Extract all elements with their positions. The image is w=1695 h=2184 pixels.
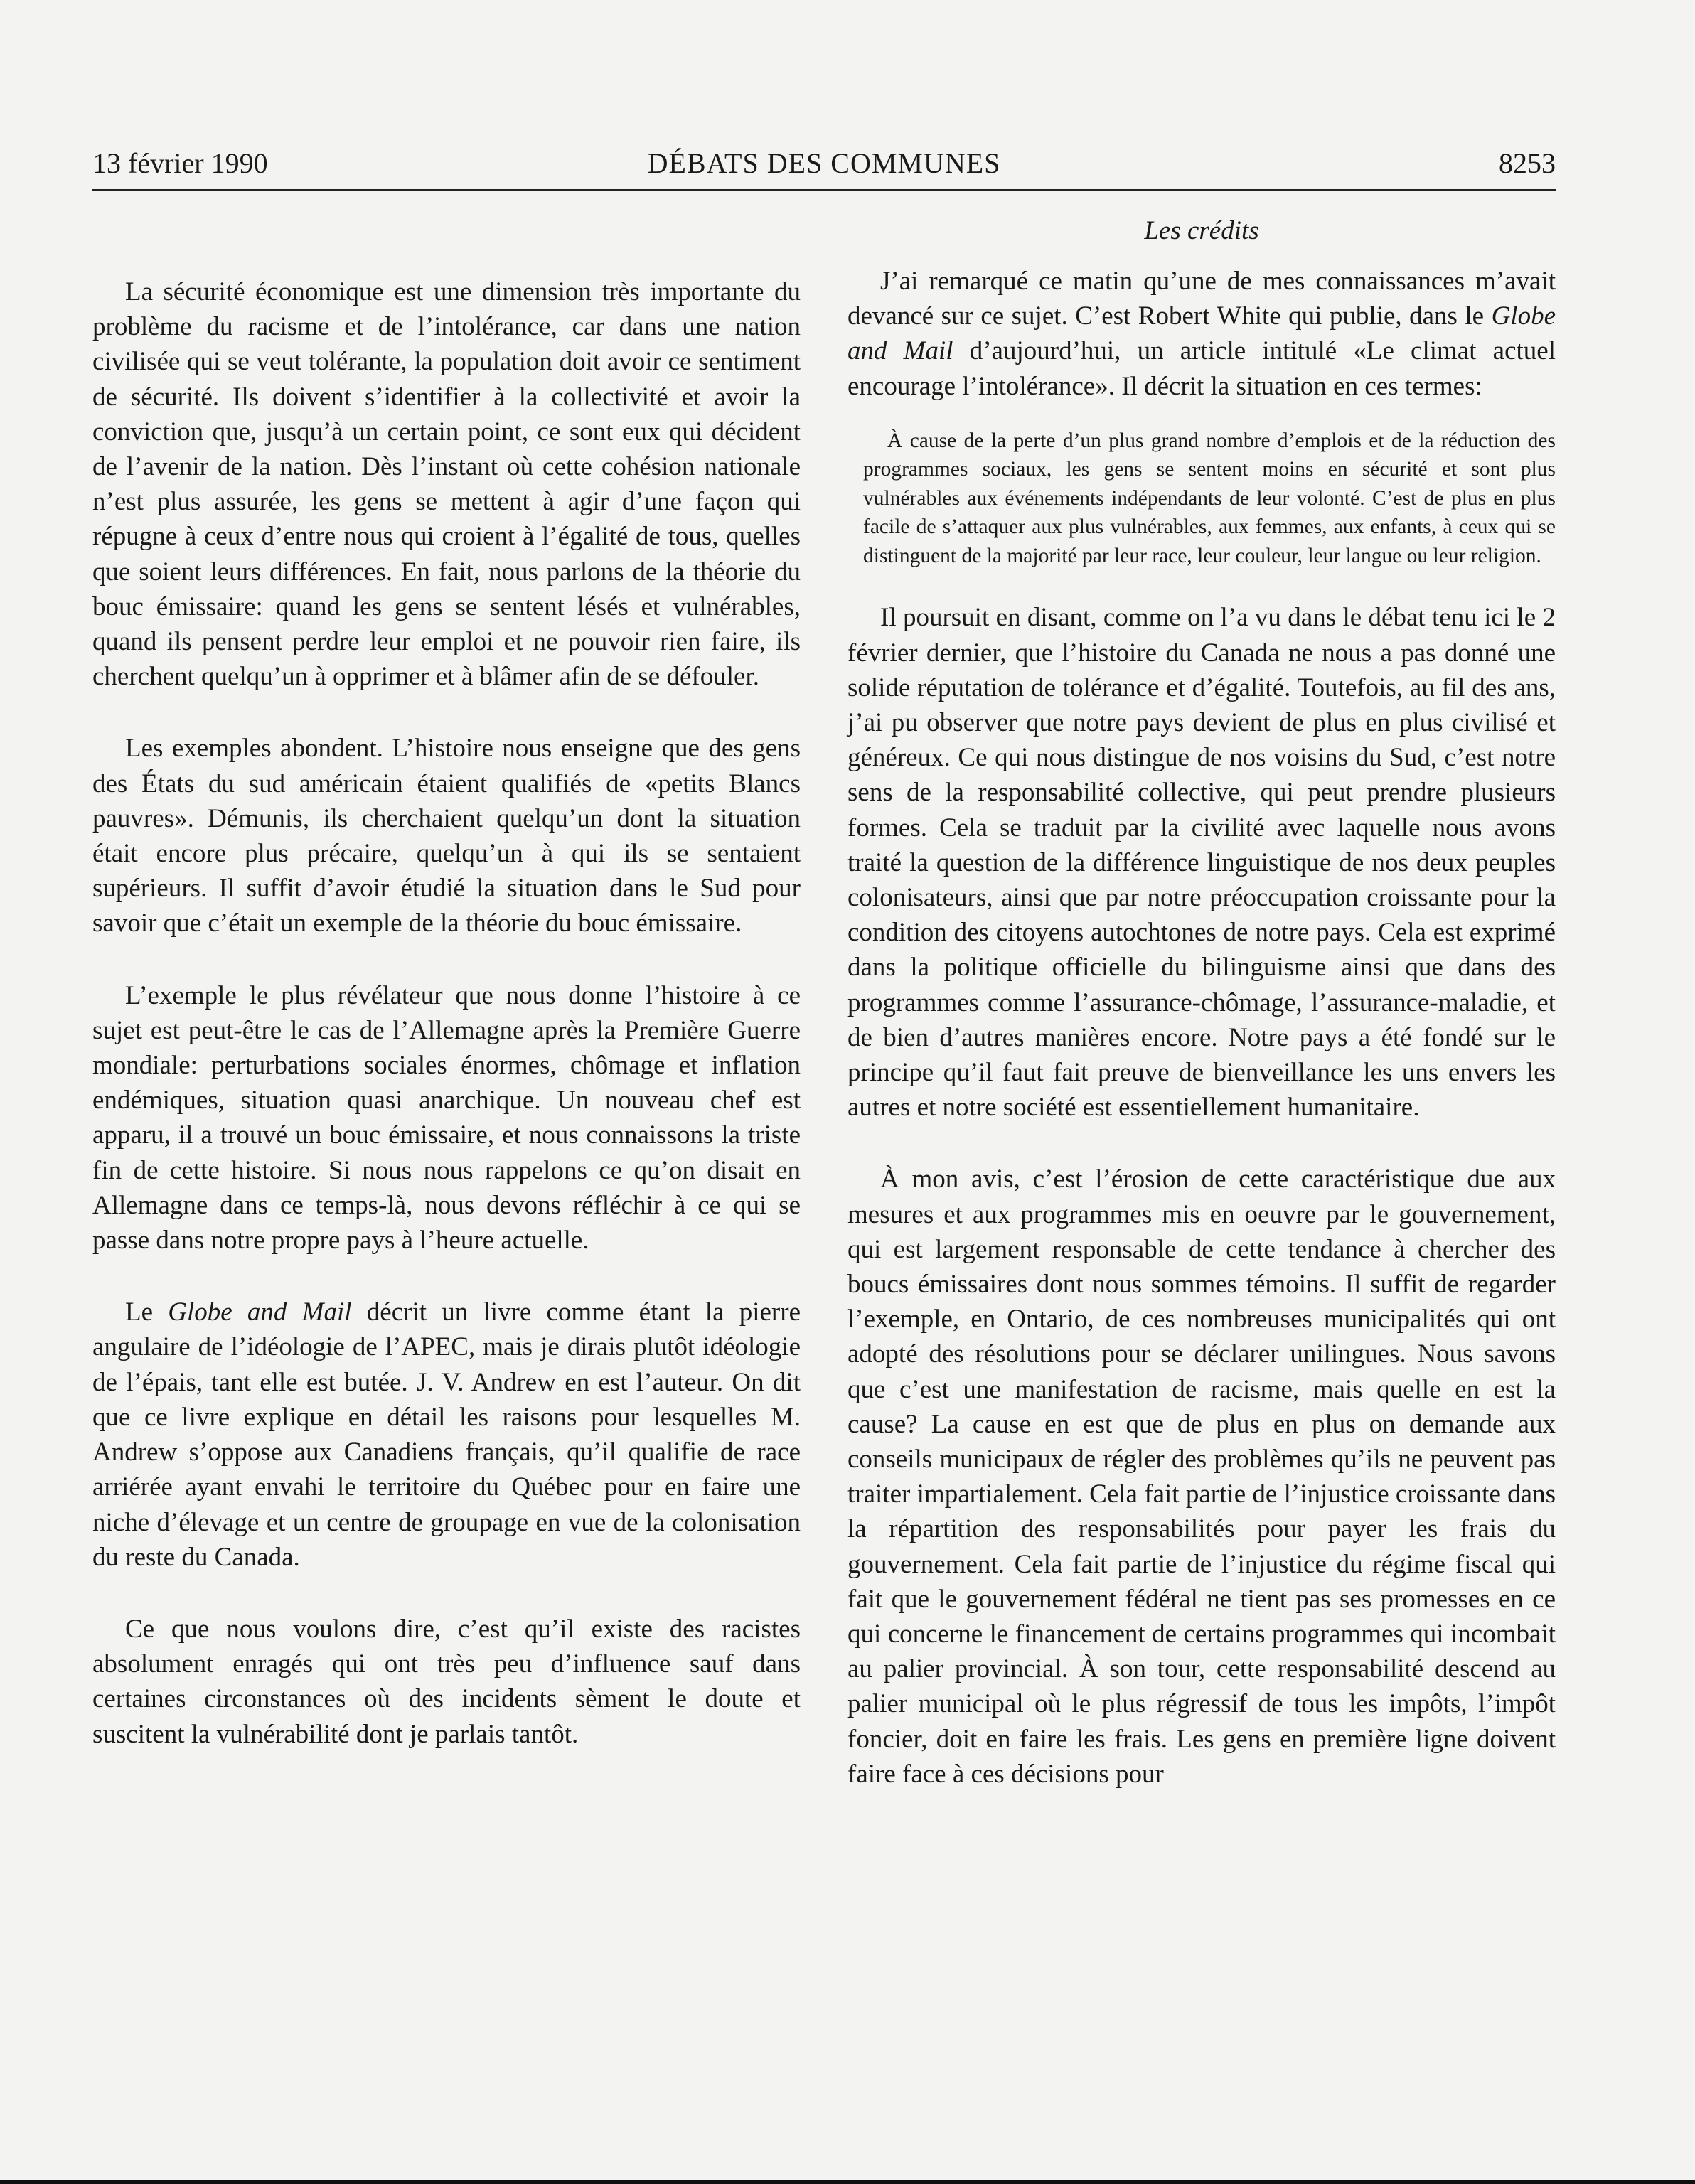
header-page-number: 8253 xyxy=(1499,147,1556,179)
header-date: 13 février 1990 xyxy=(92,147,268,179)
document-page xyxy=(92,142,1556,2175)
right-paragraph-3: À mon avis, c’est l’érosion de cette caractéristique due aux mesures et aux programmes mis en oeuvre par le gouvernement, qui est largement responsable de cette tendance à chercher des boucs émissaires dont nous sommes témoins. Il suffit de regarder l’exemple, en Ontario, de ces nombreuses municipalités qui ont adopté des résolutions pour se déclarer unilingues. Nous savons que c’est une manifestation de racisme, mais quelle en est la cause? La cause en est que de plus en plus on demande aux conseils municipaux de régler des problèmes qu’ils ne peuvent pas traiter impartialement. Cela fait partie de l’injustice croissante dans la répartition des responsabilités pour payer les frais du gouvernement. Cela fait partie de l’injustice du régime fiscal qui fait que le gouvernement fédéral ne tient pas ses promesses en ce qui concerne le financement de certains programmes qui incombait au palier provincial. À son tour, cette responsabilité descend au palier municipal où le plus régressif de tous les impôts, l’impôt foncier, doit en faire les frais. Les gens en première ligne doivent faire face à ces décisions pour xyxy=(848,1165,1556,1789)
section-title: Les crédits xyxy=(1144,216,1259,245)
left-paragraph-1: La sécurité économique est une dimension très importante du problème du racisme et de l’intolérance, car dans une nation civilisée qui se veut tolérante, la population doit avoir ce sentiment de sécurité. Ils doivent s’identifier à la collectivité et avoir la conviction que, jusqu’à un certain point, ce sont eux qui décident de l’avenir de la nation. Dès l’instant où cette cohésion nationale n’est plus assurée, les gens se mettent à agir d’une façon qui répugne à ceux d’entre nous qui croient à l’égalité de tous, quelles que soient leurs différences. En fait, nous parlons de la théorie du bouc émissaire: quand les gens se sentent lésés et vulnérables, quand ils pensent perdre leur emploi et ne pouvoir rien faire, ils cherchent quelqu’un à opprimer et à blâmer afin de se défouler. xyxy=(92,277,801,692)
bottom-edge-rule xyxy=(0,2180,1695,2184)
block-quote: À cause de la perte d’un plus grand nombre d’emplois et de la réduction des programmes sociaux, les gens se sentent moins en sécurité et sont plus vulnérables aux événements indépendants de leur volonté. C’est de plus en plus facile de s’attaquer aux plus vulnérables, aux femmes, aux enfants, à ceux qui se distinguent de la majorité par leur race, leur couleur, leur langue ou leur religion. xyxy=(863,429,1556,567)
left-paragraph-4 xyxy=(92,1295,801,1575)
left-paragraph-2: Les exemples abondent. L’histoire nous enseigne que des gens des États du sud américain étaient qualifiés de «petits Blancs pauvres». Démunis, ils cherchaient quelqu’un dont la situation était encore plus précaire, quelqu’un à qui ils se sentaient supérieurs. Il suffit d’avoir étudié la situation dans le Sud pour savoir que c’était un exemple de la théorie du bouc émissaire. xyxy=(92,734,801,938)
right-paragraph-1-start: J’ai remarqué ce matin qu’une de mes connaissances m’avait devancé sur ce sujet. C’est Robert White qui publie, dans le xyxy=(848,267,1556,331)
right-paragraph-2: Il poursuit en disant, comme on l’a vu dans le débat tenu ici le 2 février dernier, que l’histoire du Canada ne nous a pas donné une solide réputation de tolérance et d’égalité. Toutefois, au fil des ans, j’ai pu observer que notre pays devient de plus en plus civilisé et généreux. Ce qui nous distingue de nos voisins du Sud, c’est notre sens de la responsabilité collective, qui peut prendre plusieurs formes. Cela se traduit par la civilité avec laquelle nous avons traité la question de la différence linguistique de nos deux peuples colonisateurs, ainsi que par notre préoccupation croissante pour la condition des citoyens autochtones de notre pays. Cela est exprimé dans la politique officielle du bilinguisme ainsi que dans des programmes comme l’assurance-chômage, l’assurance-maladie, et de bien d’autres manières encore. Notre pays a été fondé sur le principe qu’il faut fait preuve de bienveillance les uns envers les autres et notre société est essentiellement humanitaire. xyxy=(848,603,1556,1123)
left-paragraph-3: L’exemple le plus révélateur que nous donne l’histoire à ce sujet est peut-être le cas de l’Allemagne après la Première Guerre mondiale: perturbations sociales énormes, chômage et inflation endémiques, situation quasi anarchique. Un nouveau chef est apparu, il a trouvé un bouc émissaire, et nous connaissons la triste fin de cette histoire. Si nous nous rappelons ce qu’on disait en Allemagne dans ce temps-là, nous devons réfléchir à ce qui se passe dans notre propre pays à l’heure actuelle. xyxy=(92,980,801,1256)
left-paragraph-5: Ce que nous voulons dire, c’est qu’il existe des racistes absolument enragés qui ont très peu d’influence sauf dans certaines circonstances où des incidents sèment le doute et suscitent la vulnérabilité dont je parlais tantôt. xyxy=(92,1614,801,1749)
header-title: DÉBATS DES COMMUNES xyxy=(647,147,1001,179)
right-paragraph-1 xyxy=(848,264,1556,404)
page-header xyxy=(92,142,1556,191)
left-paragraph-4-rest: décrit un livre comme étant la pierre angulaire de l’idéologie de l’APEC, mais je dirais plutôt idéologie de l’épais, tant elle est butée. J. V. Andrew en est l’auteur. On dit que ce livre explique en détail les raisons pour lesquelles M. Andrew s’oppose aux Canadiens français, qu’il qualifie de race arriérée ayant envahi le territoire du Québec pour en faire une niche d’élevage et un centre de groupage en vue de la colonisation du reste du Canada. xyxy=(92,1297,801,1572)
left-column xyxy=(92,274,801,1752)
newspaper-name: Globe and Mail xyxy=(168,1297,352,1327)
left-paragraph-4-start: Le xyxy=(125,1297,169,1327)
right-column xyxy=(848,213,1556,1792)
right-paragraph-1-rest: d’aujourd’hui, un article intitulé «Le climat actuel encourage l’intolérance». Il décrit la situation en ces termes: xyxy=(848,336,1556,401)
newspaper-name: Globe and Mail xyxy=(848,301,1556,366)
